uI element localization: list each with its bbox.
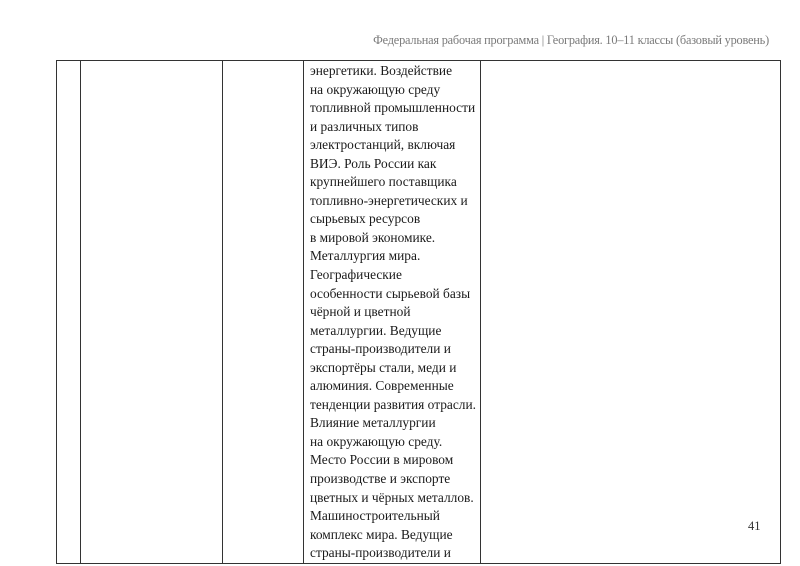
content-line: цветных и чёрных металлов.: [310, 489, 474, 505]
content-line: ВИЭ. Роль России как: [310, 155, 437, 171]
content-line: топливной промышленности: [310, 100, 476, 116]
content-line: тенденции развития отрасли.: [310, 396, 476, 412]
content-line: экспортёры стали, меди и: [310, 359, 457, 375]
running-header: Федеральная рабочая программа | География. 10–11 классы (базовый уровень): [373, 33, 769, 47]
content-line: металлургии. Ведущие: [310, 322, 442, 338]
content-table: [56, 60, 781, 564]
content-line: сырьевых ресурсов: [310, 211, 421, 227]
content-line: особенности сырьевой базы: [310, 285, 471, 301]
content-line: Металлургия мира.: [310, 248, 421, 264]
content-line: Место России в мировом: [310, 452, 454, 468]
content-line: алюминия. Современные: [310, 378, 454, 394]
content-line: топливно-энергетических и: [310, 192, 468, 208]
content-line: чёрной и цветной: [310, 304, 411, 320]
content-line: комплекс мира. Ведущие: [310, 526, 453, 542]
cell-hours: [223, 61, 304, 564]
cell-activities: [481, 61, 781, 564]
content-line: энергетики. Воздействие: [310, 63, 453, 78]
content-line: электростанций, включая: [310, 137, 456, 153]
content-line: на окружающую среду: [310, 81, 441, 97]
content-line: Географические: [310, 267, 402, 283]
table-row: [57, 61, 781, 564]
cell-number: [57, 61, 81, 564]
content-line: и различных типов: [310, 118, 419, 134]
cell-topic: [81, 61, 223, 564]
content-line: в мировой экономике.: [310, 229, 436, 245]
content-line: Машиностроительный: [310, 508, 440, 524]
content-line: страны-производители и: [310, 341, 451, 357]
content-line: производстве и экспорте: [310, 471, 451, 487]
page-number: 41: [748, 519, 761, 533]
content-line: страны-производители и: [310, 545, 451, 561]
content-line: крупнейшего поставщика: [310, 174, 457, 190]
content-line: Влияние металлургии: [310, 415, 436, 431]
cell-content: [304, 61, 481, 564]
content-line: на окружающую среду.: [310, 433, 443, 449]
